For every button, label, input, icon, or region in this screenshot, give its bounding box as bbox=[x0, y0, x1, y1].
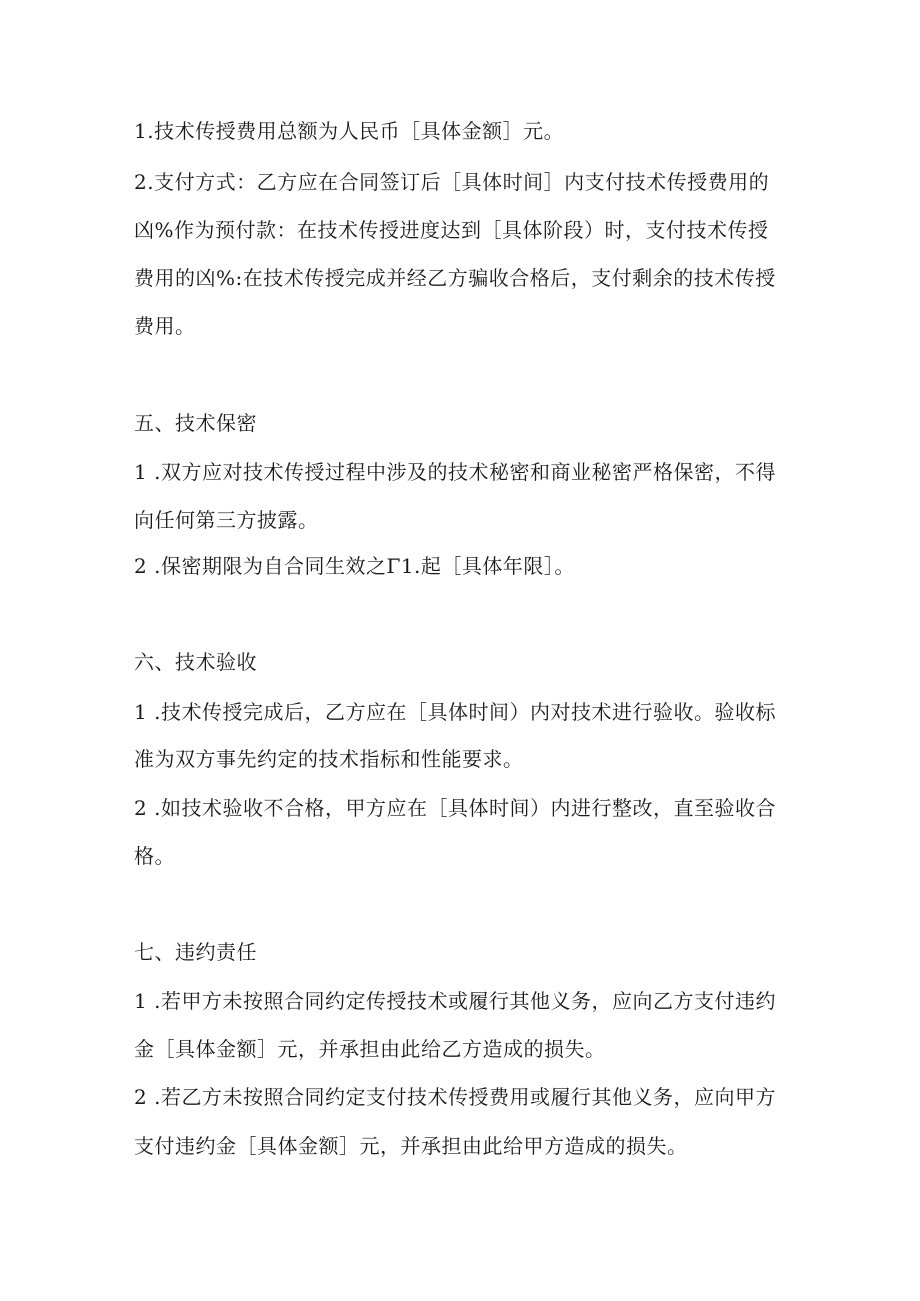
acceptance-item-1-line-1: 1 .技术传授完成后，乙方应在［具体时间）内对技术进行验收。验收标 bbox=[134, 700, 776, 724]
acceptance-item-2-line-2: 格。 bbox=[134, 844, 175, 868]
confidentiality-item-1-line-2: 向任何第三方披露。 bbox=[134, 508, 319, 532]
liability-item-2-line-2: 支付违约金［具体金额］元，并承担由此给甲方造成的损失。 bbox=[134, 1134, 688, 1158]
fee-total-line: 1.技术传授费用总额为人民币［具体金额］元。 bbox=[134, 119, 565, 143]
liability-item-1-line-2: 金［具体金额］元，并承担由此给乙方造成的损失。 bbox=[134, 1037, 606, 1061]
section-heading-acceptance: 六、技术验收 bbox=[134, 650, 257, 674]
payment-method-line-2: 凶%作为预付款：在技术传授进度达到［具体阶段）时，支付技术传授 bbox=[134, 218, 769, 242]
section-heading-liability: 七、违约责任 bbox=[134, 940, 257, 964]
payment-method-line-1: 2.支付方式：乙方应在合同签订后［具体时间］内支付技术传授费用的 bbox=[134, 170, 770, 194]
payment-method-line-4: 费用。 bbox=[134, 314, 196, 338]
acceptance-item-1-line-2: 准为双方事先约定的技术指标和性能要求。 bbox=[134, 747, 524, 771]
payment-method-line-3: 费用的凶%:在技术传授完成并经乙方骗收合格后，支付剩余的技术传授 bbox=[134, 266, 776, 290]
section-heading-confidentiality: 五、技术保密 bbox=[134, 411, 257, 435]
acceptance-item-2-line-1: 2 .如技术验收不合格，甲方应在［具体时间）内进行整改，直至验收合 bbox=[134, 796, 776, 820]
liability-item-1-line-1: 1 .若甲方未按照合同约定传授技术或履行其他义务，应向乙方支付违约 bbox=[134, 989, 776, 1013]
liability-item-2-line-1: 2 .若乙方未按照合同约定支付技术传授费用或履行其他义务，应向甲方 bbox=[134, 1085, 776, 1109]
confidentiality-item-2: 2 .保密期限为自合同生效之Γ1.起［具体年限］。 bbox=[134, 554, 575, 578]
confidentiality-item-1-line-1: 1 .双方应对技术传授过程中涉及的技术秘密和商业秘密严格保密，不得 bbox=[134, 460, 776, 484]
